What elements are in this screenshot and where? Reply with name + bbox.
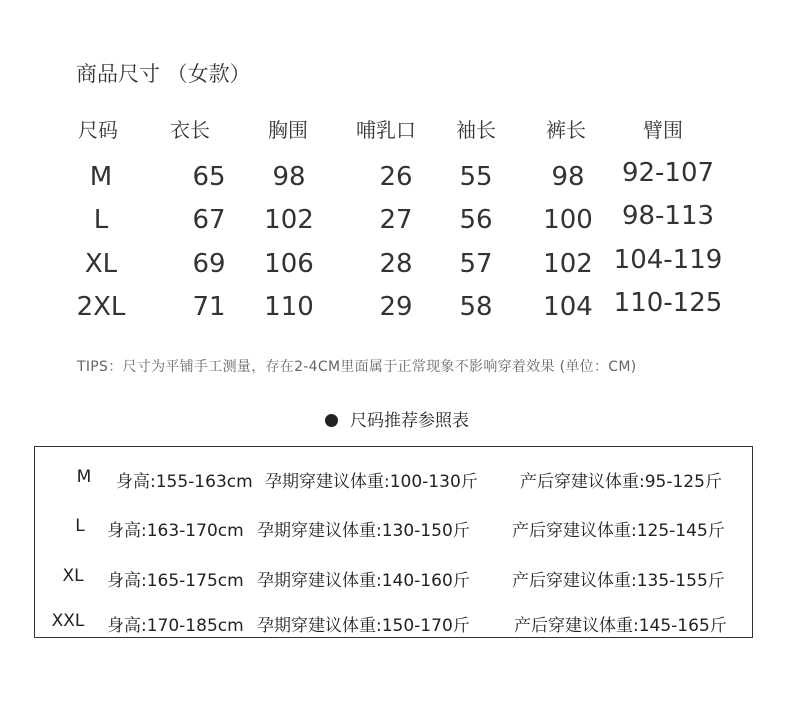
cell-nursing: 28 — [379, 249, 413, 279]
header-bust: 胸围 — [268, 118, 308, 142]
rec-height: 身高:165-175cm — [107, 571, 244, 591]
cell-pants: 102 — [543, 249, 593, 279]
cell-bust: 98 — [272, 162, 306, 192]
cell-sleeve: 55 — [459, 162, 493, 192]
cell-nursing: 26 — [379, 162, 413, 192]
cell-bust: 102 — [264, 205, 314, 235]
cell-nursing: 29 — [379, 292, 413, 322]
rec-height: 身高:163-170cm — [107, 521, 244, 541]
page-title: 商品尺寸 （女款） — [76, 62, 251, 86]
cell-pants: 104 — [543, 292, 593, 322]
cell-arm: 110-125 — [613, 288, 723, 318]
cell-size: L — [93, 205, 109, 235]
rec-size: XXL — [51, 611, 85, 631]
recommend-title: 尺码推荐参照表 — [350, 411, 469, 431]
cell-pants: 98 — [551, 162, 585, 192]
cell-arm: 104-119 — [613, 245, 723, 275]
cell-length: 65 — [192, 162, 226, 192]
cell-length: 71 — [192, 292, 226, 322]
cell-sleeve: 57 — [459, 249, 493, 279]
rec-preg-weight: 孕期穿建议体重:100-130斤 — [265, 472, 478, 492]
cell-arm: 92-107 — [621, 158, 715, 188]
rec-preg-weight: 孕期穿建议体重:140-160斤 — [257, 571, 470, 591]
tips-note: TIPS：尺寸为平铺手工测量，存在2-4CM里面属于正常现象不影响穿着效果 (单位：CM) — [77, 359, 637, 375]
rec-size: M — [76, 467, 92, 487]
header-size: 尺码 — [78, 118, 118, 142]
rec-height: 身高:155-163cm — [116, 472, 253, 492]
cell-size: XL — [84, 249, 118, 279]
cell-nursing: 27 — [379, 205, 413, 235]
cell-sleeve: 56 — [459, 205, 493, 235]
cell-size: 2XL — [76, 292, 126, 322]
rec-post-weight: 产后穿建议体重:125-145斤 — [512, 521, 725, 541]
cell-bust: 110 — [264, 292, 314, 322]
header-sleeve: 袖长 — [456, 118, 496, 142]
recommend-heading — [325, 406, 469, 431]
rec-preg-weight: 孕期穿建议体重:130-150斤 — [257, 521, 470, 541]
cell-arm: 98-113 — [621, 201, 715, 231]
header-arm: 臂围 — [643, 118, 683, 142]
cell-sleeve: 58 — [459, 292, 493, 322]
header-length: 衣长 — [170, 118, 210, 142]
cell-bust: 106 — [264, 249, 314, 279]
rec-post-weight: 产后穿建议体重:135-155斤 — [512, 571, 725, 591]
rec-size: XL — [62, 566, 84, 586]
rec-post-weight: 产后穿建议体重:145-165斤 — [514, 616, 727, 636]
header-pants: 裤长 — [546, 118, 586, 142]
rec-preg-weight: 孕期穿建议体重:150-170斤 — [257, 616, 470, 636]
cell-size: M — [89, 162, 113, 192]
rec-size: L — [75, 516, 85, 536]
rec-post-weight: 产后穿建议体重:95-125斤 — [520, 472, 722, 492]
cell-pants: 100 — [543, 205, 593, 235]
bullet-dot-icon — [325, 414, 338, 427]
cell-length: 67 — [192, 205, 226, 235]
rec-height: 身高:170-185cm — [107, 616, 244, 636]
header-nursing: 哺乳口 — [356, 118, 416, 142]
cell-length: 69 — [192, 249, 226, 279]
